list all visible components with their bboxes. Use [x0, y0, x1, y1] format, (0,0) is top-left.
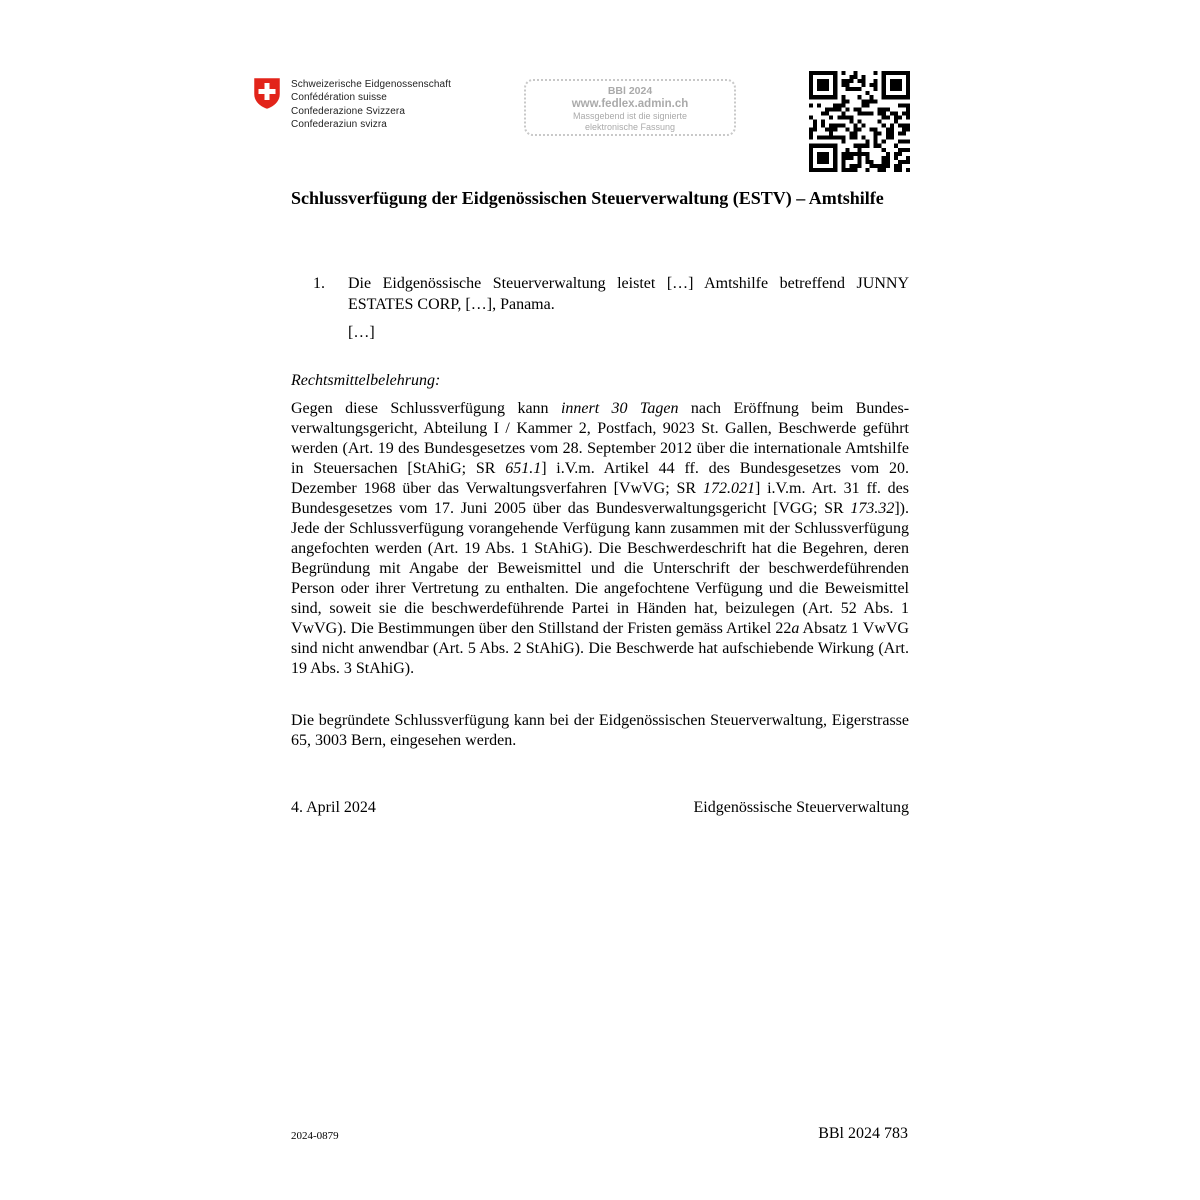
- stamp-note-1: Massgebend ist die signierte: [572, 111, 688, 121]
- confederation-it: Confederazione Svizzera: [291, 105, 406, 117]
- item-text: Die Eidgenössische Steuerverwaltung leistet […] Amtshilfe betreffend JUNNY ESTATES CORP, […], Panama.: [348, 275, 909, 313]
- swiss-coat-of-arms-icon: [253, 77, 281, 110]
- confederation-rm: Confederaziun svizra: [291, 119, 387, 131]
- qr-code-icon: [809, 71, 910, 172]
- bbl-reference: BBl 2024 783: [818, 1125, 908, 1142]
- stamp-note-2: elektronische Fassung: [584, 122, 676, 132]
- confederation-de: Schweizerische Eidgenossenschaft: [291, 79, 451, 90]
- stamp-url: www.fedlex.admin.ch: [571, 98, 689, 110]
- italic-segment: innert 30 Tagen: [560, 400, 679, 417]
- issuing-authority: Eidgenössische Steuerverwaltung: [693, 799, 909, 816]
- inspection-paragraph: Die begründete Schlussverfügung kann bei der Eidgenössischen Steuerverwaltung, Eigerstrasse 65, 3003 Bern, eingesehen werden.: [291, 712, 909, 749]
- text-segment: Absatz 1 VwVG sind nicht anwendbar (Art. 5 Abs. 2 StAhiG). Die Beschwerde hat aufschiebende Wirkung (Art. 19 Abs. 3 StAhiG).: [291, 620, 909, 677]
- text-segment: ]). Jede der Schlussverfügung vorangehende Verfügung kann zusammen mit der Schlussverfügung angefochten werden (Art. 19 Abs. 1 StAhiG). Die Beschwerdeschrift hat die Begehren, deren Begründung mit Angabe der Beweismittel und die Unterschrift der beschwerdeführenden Person oder ihrer Vertretung zu enthalten. Die angefochtene Verfügung und die Beweismittel sind, soweit sie die beschwerdeführende Partei in Händen hat, beizulegen (Art. 52 Abs. 1 VwVG). Die Bestimmungen über den Stillstand der Fristen gemäss Artikel 22: [291, 500, 909, 637]
- decision-item: [291, 274, 909, 344]
- document-number: 2024-0879: [291, 1130, 339, 1142]
- text-segment: ] i.V.m. Artikel 44 ff. des Bundesgesetzes vom 20. Dezember 1968 über das Verwaltungsverfahren [VwVG; SR: [291, 460, 910, 497]
- document-title: Schlussverfügung der Eidgenössischen Steuerverwaltung (ESTV) – Amtshilfe: [291, 188, 884, 208]
- decision-date: 4. April 2024: [291, 799, 376, 816]
- legal-remedy-heading: Rechtsmittelbelehrung:: [291, 372, 441, 389]
- stamp-bbl: BBl 2024: [607, 85, 653, 97]
- confederation-names: [291, 78, 451, 132]
- confederation-fr: Confédération suisse: [291, 92, 387, 104]
- legal-remedy-paragraph: [291, 399, 909, 679]
- item-ellipsis: […]: [348, 324, 375, 341]
- text-segment: Gegen diese Schlussverfügung kann: [291, 400, 561, 417]
- publication-stamp: [524, 79, 736, 136]
- text-segment: nach Eröffnung beim Bundesverwaltungsgericht, Abteilung I / Kammer 2, Postfach, 9023 St. Gallen, Beschwerde geführt werden (Art. 19 des Bundesgesetzes vom 28. September 2012 über die internationale Amtshilfe in Steuersachen [StAhiG; SR: [291, 400, 910, 477]
- item-number: 1.: [313, 275, 325, 292]
- italic-segment: a: [791, 620, 800, 637]
- italic-segment: 651.1: [505, 460, 542, 477]
- italic-segment: 172.021: [702, 480, 755, 497]
- italic-segment: 173.32: [850, 500, 895, 517]
- text-segment: ] i.V.m. Art. 31 ff. des Bundesgesetzes vom 17. Juni 2005 über das Bundesverwaltungsgericht [VGG; SR: [291, 480, 909, 517]
